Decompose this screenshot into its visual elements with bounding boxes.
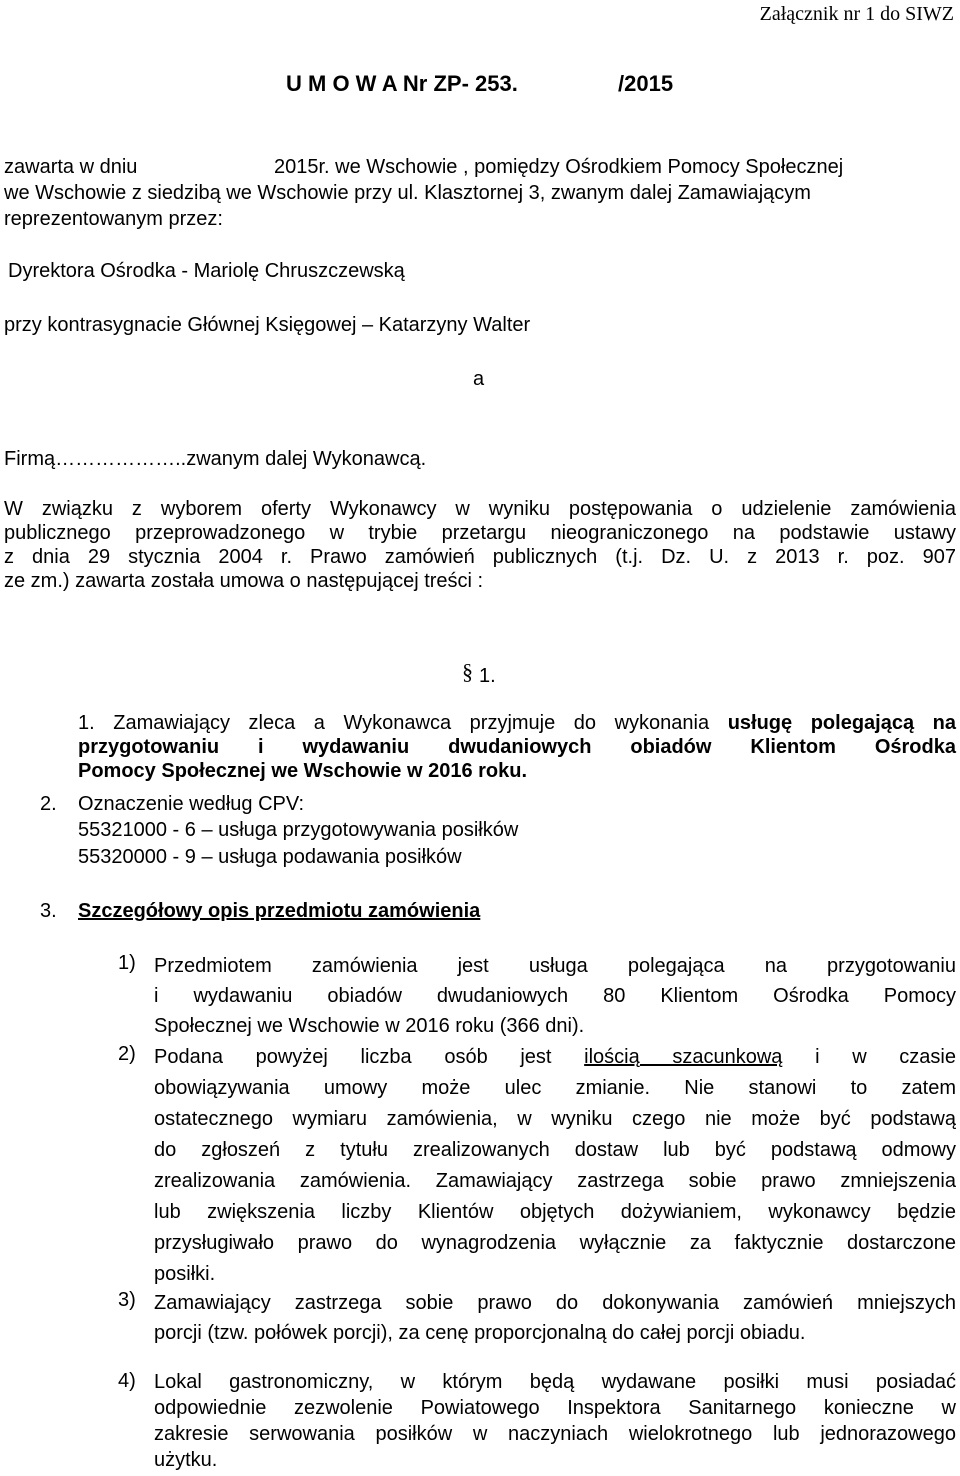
- subpoint-2-line: obowiązywania umowy może ulec zmianie. Nie stanowi to zatem: [154, 1077, 956, 1099]
- point-1-text: Zamawiający zleca a Wykonawca przyjmuje do wykonania: [113, 712, 728, 734]
- subpoint-4-number: 4): [118, 1370, 136, 1392]
- subpoint-4-line: użytku.: [154, 1449, 218, 1471]
- preamble-line: ze zm.) zawarta została umowa o następującej treści :: [4, 570, 484, 592]
- point-1: [78, 711, 956, 787]
- subpoint-2-number: 2): [118, 1043, 136, 1065]
- contract-title: U M O W A Nr ZP- 253.: [286, 71, 518, 96]
- subpoint-1-line: Społecznej we Wschowie w 2016 roku (366 dni).: [154, 1015, 585, 1037]
- point-1-line-2: przygotowaniu i wydawaniu dwudaniowych obiadów Klientom Ośrodka: [78, 736, 956, 758]
- subpoint-2-line: do zgłoszeń z tytułu zrealizowanych dostaw lub być podstawą odmowy: [154, 1139, 956, 1161]
- subpoint-4-line: zakresie serwowania posiłków w naczyniach wielokrotnego lub jednorazowego: [154, 1423, 956, 1445]
- point-3-number: 3.: [40, 900, 57, 922]
- preamble-line: W związku z wyborem oferty Wykonawcy w wyniku postępowania o udzielenie zamówienia: [4, 498, 956, 520]
- point-2-number: 2.: [40, 793, 57, 815]
- subpoint-3-line: Zamawiający zastrzega sobie prawo do dokonywania zamówień mniejszych: [154, 1292, 956, 1314]
- subpoint-2-line: zrealizowania zamówienia. Zamawiający zastrzega sobie prawo zmniejszenia: [154, 1170, 956, 1192]
- director: Dyrektora Ośrodka - Mariolę Chruszczewską: [8, 260, 405, 282]
- subpoint-2-line: lub zwiększenia liczby Klientów objętych dożywianiem, wykonawcy będzie: [154, 1201, 956, 1223]
- point-1-line-3: Pomocy Społecznej we Wschowie w 2016 roku.: [78, 760, 528, 782]
- cpv-code-2: 55320000 - 9 – usługa podawania posiłków: [78, 846, 462, 868]
- subpoint-1-line: Przedmiotem zamówienia jest usługa polegająca na przygotowaniu: [154, 955, 956, 977]
- attachment-label: Załącznik nr 1 do SIWZ: [759, 3, 954, 25]
- section-symbol: §: [462, 659, 473, 684]
- countersign: przy kontrasygnacie Głównej Księgowej – Katarzyny Walter: [4, 314, 531, 336]
- subpoint-2-line: ostatecznego wymiaru zamówienia, w wyniku czego nie może być podstawą: [154, 1108, 956, 1130]
- subpoint-4-line: Lokal gastronomiczny, w którym będą wydawane posiłki musi posiadać: [154, 1371, 956, 1393]
- subpoint-3-line: porcji (tzw. połówek porcji), za cenę proporcjonalną do całej porcji obiadu.: [154, 1322, 806, 1344]
- subpoint-2-text-a: Podana powyżej liczba osób jest: [154, 1046, 585, 1068]
- subpoint-2-underlined: ilością szacunkową: [584, 1046, 783, 1068]
- section-number: 1.: [479, 665, 496, 687]
- firm-line: Firmą………………..zwanym dalej Wykonawcą.: [4, 448, 427, 470]
- subpoint-4-line: odpowiednie zezwolenie Powiatowego Inspektora Sanitarnego konieczne w: [154, 1397, 956, 1419]
- subpoint-2-first-line: [154, 1042, 956, 1073]
- contract-year: /2015: [618, 71, 674, 96]
- subpoint-1-number: 1): [118, 952, 136, 974]
- preamble-line: publicznego przeprowadzonego w trybie przetargu nieograniczonego na podstawie ustawy: [4, 522, 956, 544]
- subpoint-2-line: posiłki.: [154, 1263, 216, 1285]
- point-1-line-1: [78, 711, 956, 735]
- point-2-text: Oznaczenie według CPV:: [78, 793, 305, 815]
- preamble: [4, 497, 956, 593]
- intro-line-3: reprezentowanym przez:: [4, 208, 223, 230]
- intro-line-1-start: zawarta w dniu: [4, 156, 138, 178]
- subpoint-2-text-b: i w czasie: [782, 1046, 956, 1068]
- cpv-code-1: 55321000 - 6 – usługa przygotowywania posiłków: [78, 819, 519, 841]
- point-1-number: 1.: [78, 712, 95, 734]
- preamble-line: z dnia 29 stycznia 2004 r. Prawo zamówień publicznych (t.j. Dz. U. z 2013 r. poz. 907: [4, 546, 956, 568]
- point-3-title: Szczegółowy opis przedmiotu zamówienia: [78, 900, 481, 922]
- intro-line-2: we Wschowie z siedzibą we Wschowie przy ul. Klasztornej 3, zwanym dalej Zamawiającym: [4, 182, 811, 204]
- subpoint-3-number: 3): [118, 1289, 136, 1311]
- point-1-bold-a: usługę polegającą na: [727, 712, 956, 734]
- intro-line-1-end: 2015r. we Wschowie , pomiędzy Ośrodkiem Pomocy Społecznej: [274, 156, 844, 178]
- subpoint-1-line: i wydawaniu obiadów dwudaniowych 80 Klientom Ośrodka Pomocy: [154, 985, 956, 1007]
- subpoint-2-line: przysługiwało prawo do wynagrodzenia wyłącznie za faktycznie dostarczone: [154, 1232, 956, 1254]
- conjunction: a: [473, 368, 485, 390]
